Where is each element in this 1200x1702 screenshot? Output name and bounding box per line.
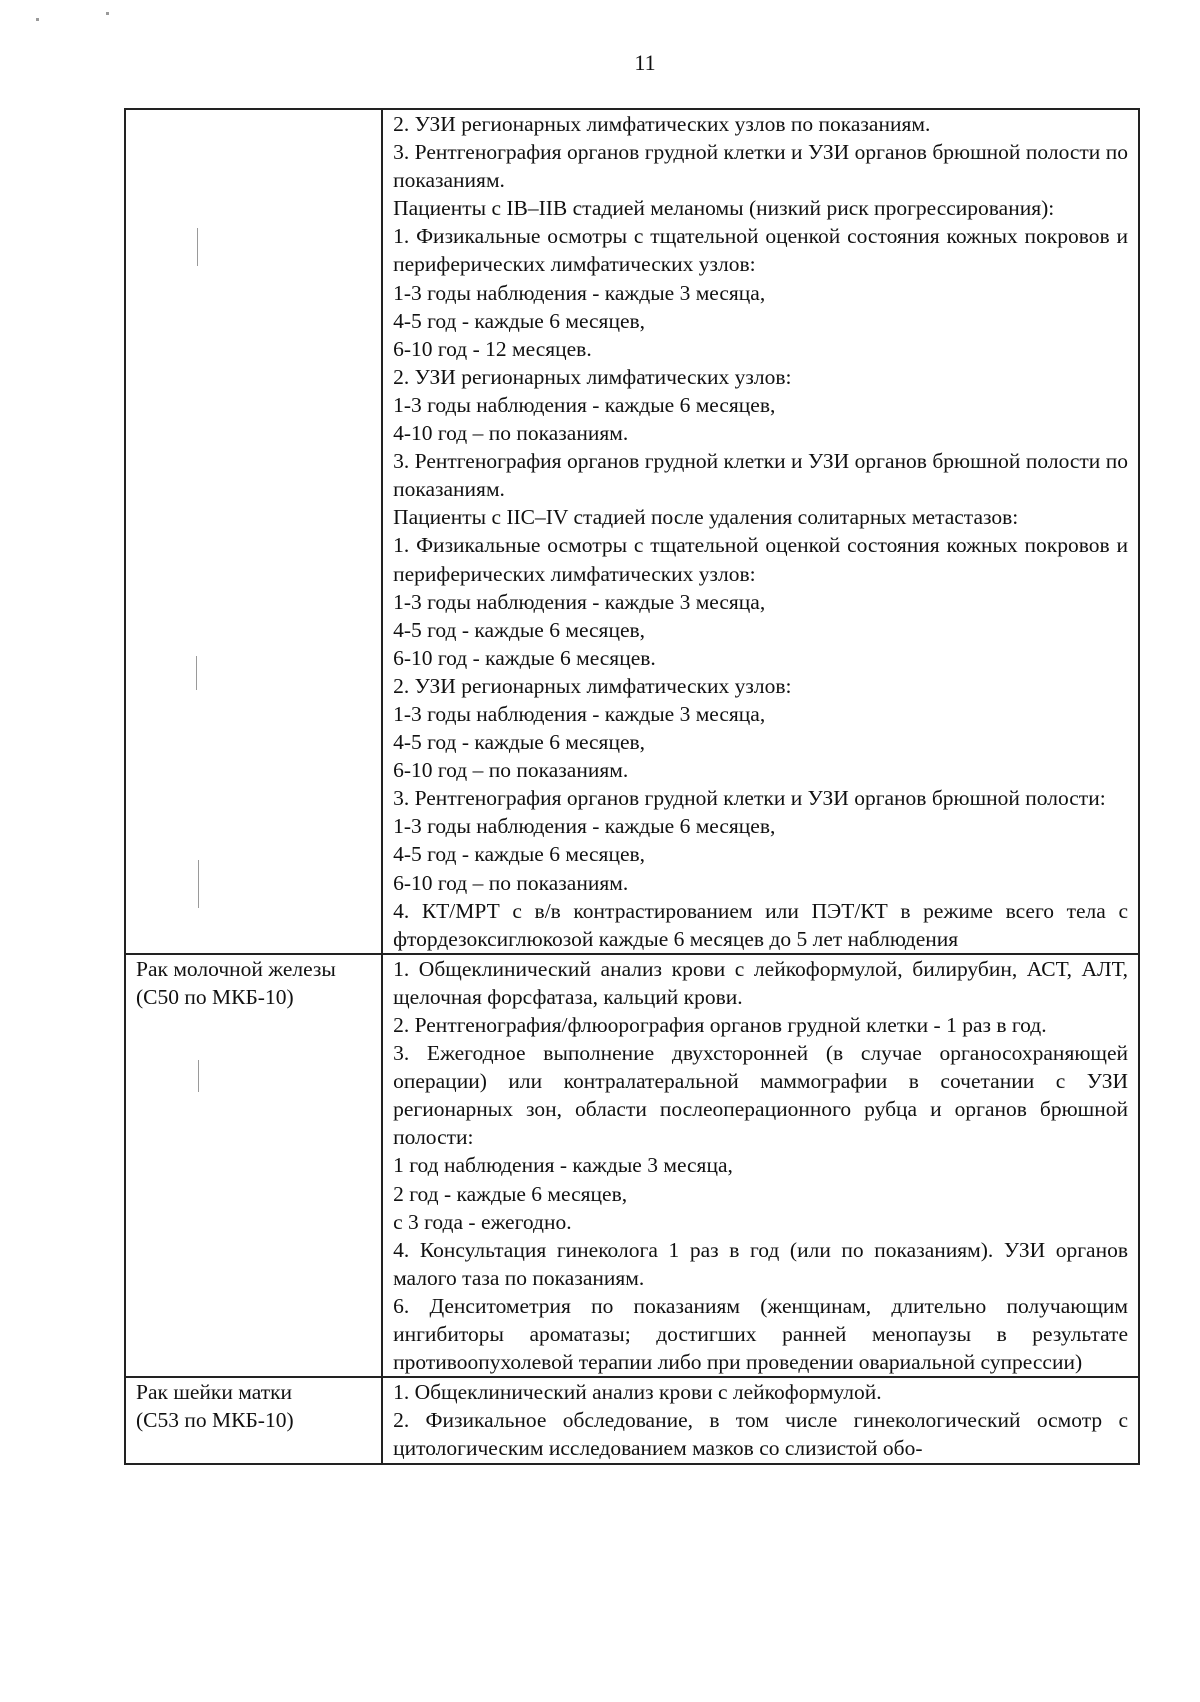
scan-artifact <box>198 1060 199 1092</box>
follow-up-item: 1-3 годы наблюдения - каждые 3 месяца, <box>393 280 766 305</box>
follow-up-item: 1 год наблюдения - каждые 3 месяца, <box>393 1153 733 1178</box>
follow-up-item: 3. Ежегодное выполнение двухсторонней (в случае органосохраняющей операции) или контралатеральной маммографии в сочетании с УЗИ регионарных зон, области послеоперационного рубца и органов брюшной полости: <box>393 1041 1128 1150</box>
follow-up-item: 6. Денситометрия по показаниям (женщинам, длительно получающим ингибиторы ароматазы; достигших ранней менопаузы в результате противоопухолевой терапии либо при проведении овариальной супрессии) <box>393 1293 1128 1375</box>
follow-up-item: 4-5 год - каждые 6 месяцев, <box>393 617 646 642</box>
follow-up-item: 6-10 год – по показаниям. <box>393 870 629 895</box>
follow-up-table <box>124 108 1140 1465</box>
scan-artifact <box>36 18 39 21</box>
diagnosis-cell <box>125 954 382 1377</box>
follow-up-item: 3. Рентгенография органов грудной клетки и УЗИ органов брюшной полости по показаниям. <box>393 140 1128 193</box>
scan-artifact <box>196 656 197 690</box>
follow-up-item: 1. Физикальные осмотры с тщательной оценкой состояния кожных покровов и периферических лимфатических узлов: <box>393 533 1128 586</box>
follow-up-item: 1-3 годы наблюдения - каждые 3 месяца, <box>393 589 766 614</box>
follow-up-item: 4-5 год - каждые 6 месяцев, <box>393 730 646 755</box>
page-number: 11 <box>634 50 656 75</box>
follow-up-item: 1-3 годы наблюдения - каждые 3 месяца, <box>393 701 766 726</box>
follow-up-item: с 3 года - ежегодно. <box>393 1209 572 1234</box>
follow-up-item: 6-10 год - каждые 6 месяцев. <box>393 645 656 670</box>
follow-up-cell <box>382 109 1139 954</box>
follow-up-item: 2. Физикальное обследование, в том числе гинекологический осмотр с цитологическим исследованием мазков со слизистой обо- <box>393 1408 1128 1461</box>
follow-up-item: 4-5 год - каждые 6 месяцев, <box>393 842 646 867</box>
follow-up-item: 6-10 год – по показаниям. <box>393 758 629 783</box>
table-row <box>125 954 1139 1377</box>
follow-up-item: 2. УЗИ регионарных лимфатических узлов: <box>393 364 792 389</box>
follow-up-item: Пациенты с IB–IIB стадией меланомы (низкий риск прогрессирования): <box>393 196 1055 221</box>
follow-up-item: 4. КТ/МРТ с в/в контрастированием или ПЭТ/КТ в режиме всего тела с фтордезоксиглюкозой каждые 6 месяцев до 5 лет наблюдения <box>393 898 1128 951</box>
follow-up-item: 4-5 год - каждые 6 месяцев, <box>393 308 646 333</box>
follow-up-item: Пациенты с IIC–IV стадией после удаления солитарных метастазов: <box>393 505 1019 530</box>
scan-artifact <box>106 12 109 15</box>
table-row <box>125 109 1139 954</box>
table-body <box>125 109 1139 1464</box>
follow-up-item: 2. УЗИ регионарных лимфатических узлов: <box>393 673 792 698</box>
scan-artifact <box>198 860 199 908</box>
follow-up-item: 1-3 годы наблюдения - каждые 6 месяцев, <box>393 814 776 839</box>
follow-up-item: 1-3 годы наблюдения - каждые 6 месяцев, <box>393 392 776 417</box>
follow-up-item: 4-10 год – по показаниям. <box>393 421 629 446</box>
follow-up-item: 1. Физикальные осмотры с тщательной оценкой состояния кожных покровов и периферических лимфатических узлов: <box>393 224 1128 277</box>
diagnosis-label: Рак молочной железы (С50 по МКБ-10) <box>136 956 336 1009</box>
follow-up-cell <box>382 954 1139 1377</box>
scan-artifact <box>197 228 198 266</box>
follow-up-item: 6-10 год - 12 месяцев. <box>393 336 592 361</box>
follow-up-item: 4. Консультация гинеколога 1 раз в год (или по показаниям). УЗИ органов малого таза по показаниям. <box>393 1237 1128 1290</box>
follow-up-item: 3. Рентгенография органов грудной клетки и УЗИ органов брюшной полости: <box>393 786 1106 811</box>
follow-up-item: 1. Общеклинический анализ крови с лейкоформулой, билирубин, АСТ, АЛТ, щелочная форсфатаза, кальций крови. <box>393 956 1128 1009</box>
follow-up-item: 2 год - каждые 6 месяцев, <box>393 1181 628 1206</box>
diagnosis-cell <box>125 1377 382 1463</box>
follow-up-item: 2. Рентгенография/флюорография органов грудной клетки - 1 раз в год. <box>393 1013 1047 1037</box>
table-row <box>125 1377 1139 1463</box>
follow-up-cell <box>382 1377 1139 1463</box>
follow-up-item: 1. Общеклинический анализ крови с лейкоформулой. <box>393 1380 882 1405</box>
diagnosis-label: Рак шейки матки (С53 по МКБ-10) <box>136 1380 294 1433</box>
diagnosis-cell <box>125 109 382 954</box>
follow-up-item: 3. Рентгенография органов грудной клетки и УЗИ органов брюшной полости по показаниям. <box>393 449 1128 502</box>
follow-up-item: 2. УЗИ регионарных лимфатических узлов по показаниям. <box>393 112 931 136</box>
